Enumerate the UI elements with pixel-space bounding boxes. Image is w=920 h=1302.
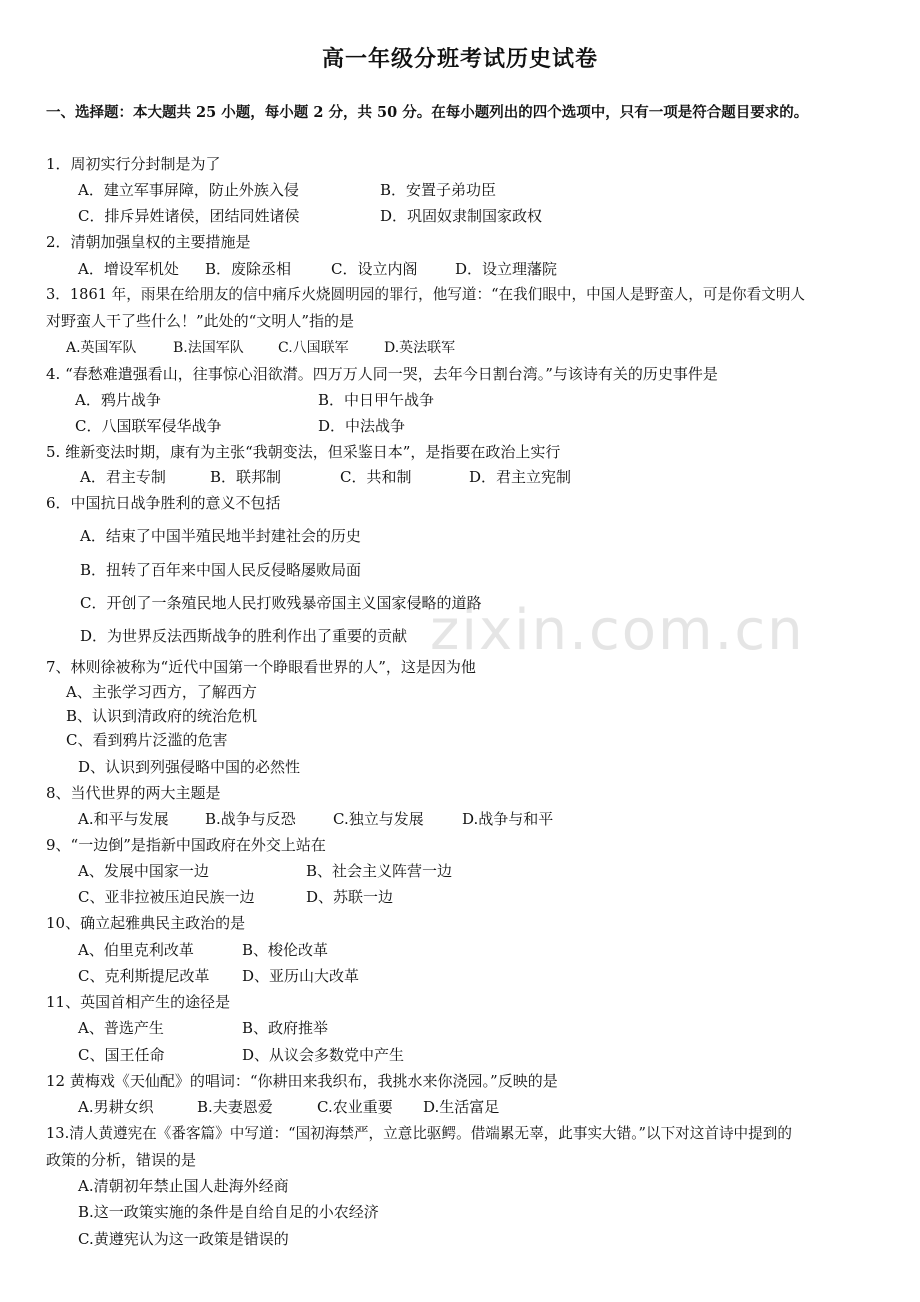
question-5-option-d: D．君主立宪制 [469, 468, 572, 486]
page-title: 高一年级分班考试历史试卷 [321, 46, 598, 72]
question-1-option-d: D．巩固奴隶制国家政权 [380, 207, 543, 225]
question-1-option-b: B．安置子弟功臣 [380, 181, 497, 199]
question-9-option-a: A、发展中国家一边 [78, 862, 209, 880]
question-5-option-a: A．君主专制 [80, 468, 166, 486]
question-7-option-d: D、认识到列强侵略中国的必然性 [78, 758, 301, 776]
question-3-stem-line-2: 对野蛮人干了些什么！”此处的“文明人”指的是 [46, 312, 355, 330]
question-11-stem: 11、英国首相产生的途径是 [46, 993, 231, 1011]
question-9-option-b: B、社会主义阵营一边 [306, 862, 453, 880]
question-6-option-a: A．结束了中国半殖民地半封建社会的历史 [80, 527, 361, 545]
question-7-stem: 7、林则徐被称为“近代中国第一个睁眼看世界的人”，这是因为他 [46, 658, 476, 676]
question-8-option-b: B.战争与反恐 [205, 810, 296, 828]
question-1-option-a: A．建立军事屏障，防止外族入侵 [78, 181, 299, 199]
section-header: 一、选择题：本大题共 25 小题，每小题 2 分，共 50 分。在每小题列出的四个选项中，只有一项是符合题目要求的。 [46, 104, 809, 121]
question-9-stem: 9、“一边倒”是指新中国政府在外交上站在 [46, 836, 326, 854]
question-8-stem: 8、当代世界的两大主题是 [46, 784, 221, 802]
question-3-option-a: A.英国军队 [66, 340, 137, 356]
question-1-stem: 1．周初实行分封制是为了 [46, 155, 221, 173]
question-3-option-c: C.八国联军 [278, 340, 349, 356]
question-3-stem-line-1: 3．1861 年，雨果在给朋友的信中痛斥火烧圆明园的罪行，他写道：“在我们眼中，中国人是野蛮人，可是你看文明人 [46, 286, 806, 303]
question-11-option-a: A、普选产生 [78, 1019, 164, 1037]
question-7-option-c: C、看到鸦片泛滥的危害 [66, 731, 228, 749]
question-8-option-a: A.和平与发展 [78, 810, 169, 828]
watermark: zixin.com.cn [430, 598, 805, 663]
question-4-option-d: D．中法战争 [318, 417, 406, 435]
question-10-option-a: A、伯里克利改革 [78, 941, 194, 959]
question-9-option-c: C、亚非拉被压迫民族一边 [78, 888, 255, 906]
question-6-option-c: C．开创了一条殖民地人民打败残暴帝国主义国家侵略的道路 [80, 594, 482, 612]
question-10-option-d: D、亚历山大改革 [242, 967, 360, 985]
question-3-option-b: B.法国军队 [173, 340, 244, 356]
question-11-option-b: B、政府推举 [242, 1019, 329, 1037]
question-2-option-c: C．设立内阁 [331, 260, 418, 278]
question-10-option-c: C、克利斯提尼改革 [78, 967, 210, 985]
question-8-option-d: D.战争与和平 [462, 810, 554, 828]
question-9-option-d: D、苏联一边 [306, 888, 394, 906]
question-12-stem: 12 黄梅戏《天仙配》的唱词：“你耕田来我织布，我挑水来你浇园。”反映的是 [46, 1072, 558, 1090]
question-10-option-b: B、梭伦改革 [242, 941, 329, 959]
question-1-option-c: C．排斥异姓诸侯，团结同姓诸侯 [78, 207, 300, 225]
question-6-option-b: B．扭转了百年来中国人民反侵略屡败局面 [80, 561, 362, 579]
question-11-option-c: C、国王任命 [78, 1046, 165, 1064]
question-12-option-a: A.男耕女织 [78, 1098, 154, 1116]
question-13-option-b: B.这一政策实施的条件是自给自足的小农经济 [78, 1203, 379, 1221]
question-4-option-a: A．鸦片战争 [75, 391, 161, 409]
question-5-option-b: B．联邦制 [210, 468, 282, 486]
question-7-option-b: B、认识到清政府的统治危机 [66, 707, 258, 725]
question-6-stem: 6．中国抗日战争胜利的意义不包括 [46, 494, 281, 512]
question-2-option-d: D．设立理藩院 [455, 260, 558, 278]
question-13-stem-line-2: 政策的分析，错误的是 [46, 1151, 197, 1169]
question-4-option-c: C．八国联军侵华战争 [75, 417, 222, 435]
question-11-option-d: D、从议会多数党中产生 [242, 1046, 405, 1064]
question-13-option-a: A.清朝初年禁止国人赴海外经商 [78, 1177, 289, 1195]
question-12-option-b: B.夫妻恩爱 [197, 1098, 273, 1116]
question-6-option-d: D．为世界反法西斯战争的胜利作出了重要的贡献 [80, 627, 408, 645]
question-4-stem: 4. “春愁难遣强看山，往事惊心泪欲潸。四万万人同一哭，去年今日割台湾。”与该诗有关的历史事件是 [46, 365, 718, 383]
question-4-option-b: B．中日甲午战争 [318, 391, 435, 409]
question-13-stem-line-1: 13.清人黄遵宪在《番客篇》中写道：“国初海禁严，立意比驱鳄。借端累无辜，此事实大错。”以下对这首诗中提到的 [46, 1125, 792, 1142]
question-7-option-a: A、主张学习西方，了解西方 [66, 683, 257, 701]
question-3-option-d: D.英法联军 [384, 340, 456, 356]
question-2-option-a: A．增设军机处 [78, 260, 179, 278]
question-8-option-c: C.独立与发展 [333, 810, 424, 828]
question-10-stem: 10、确立起雅典民主政治的是 [46, 914, 246, 932]
question-2-option-b: B．废除丞相 [205, 260, 292, 278]
question-13-option-c: C.黄遵宪认为这一政策是错误的 [78, 1230, 289, 1248]
question-12-option-c: C.农业重要 [317, 1098, 393, 1116]
question-2-stem: 2．清朝加强皇权的主要措施是 [46, 233, 251, 251]
question-5-stem: 5. 维新变法时期，康有为主张“我朝变法，但采鉴日本”，是指要在政治上实行 [46, 443, 561, 461]
question-5-option-c: C．共和制 [340, 468, 412, 486]
question-12-option-d: D.生活富足 [423, 1098, 500, 1116]
